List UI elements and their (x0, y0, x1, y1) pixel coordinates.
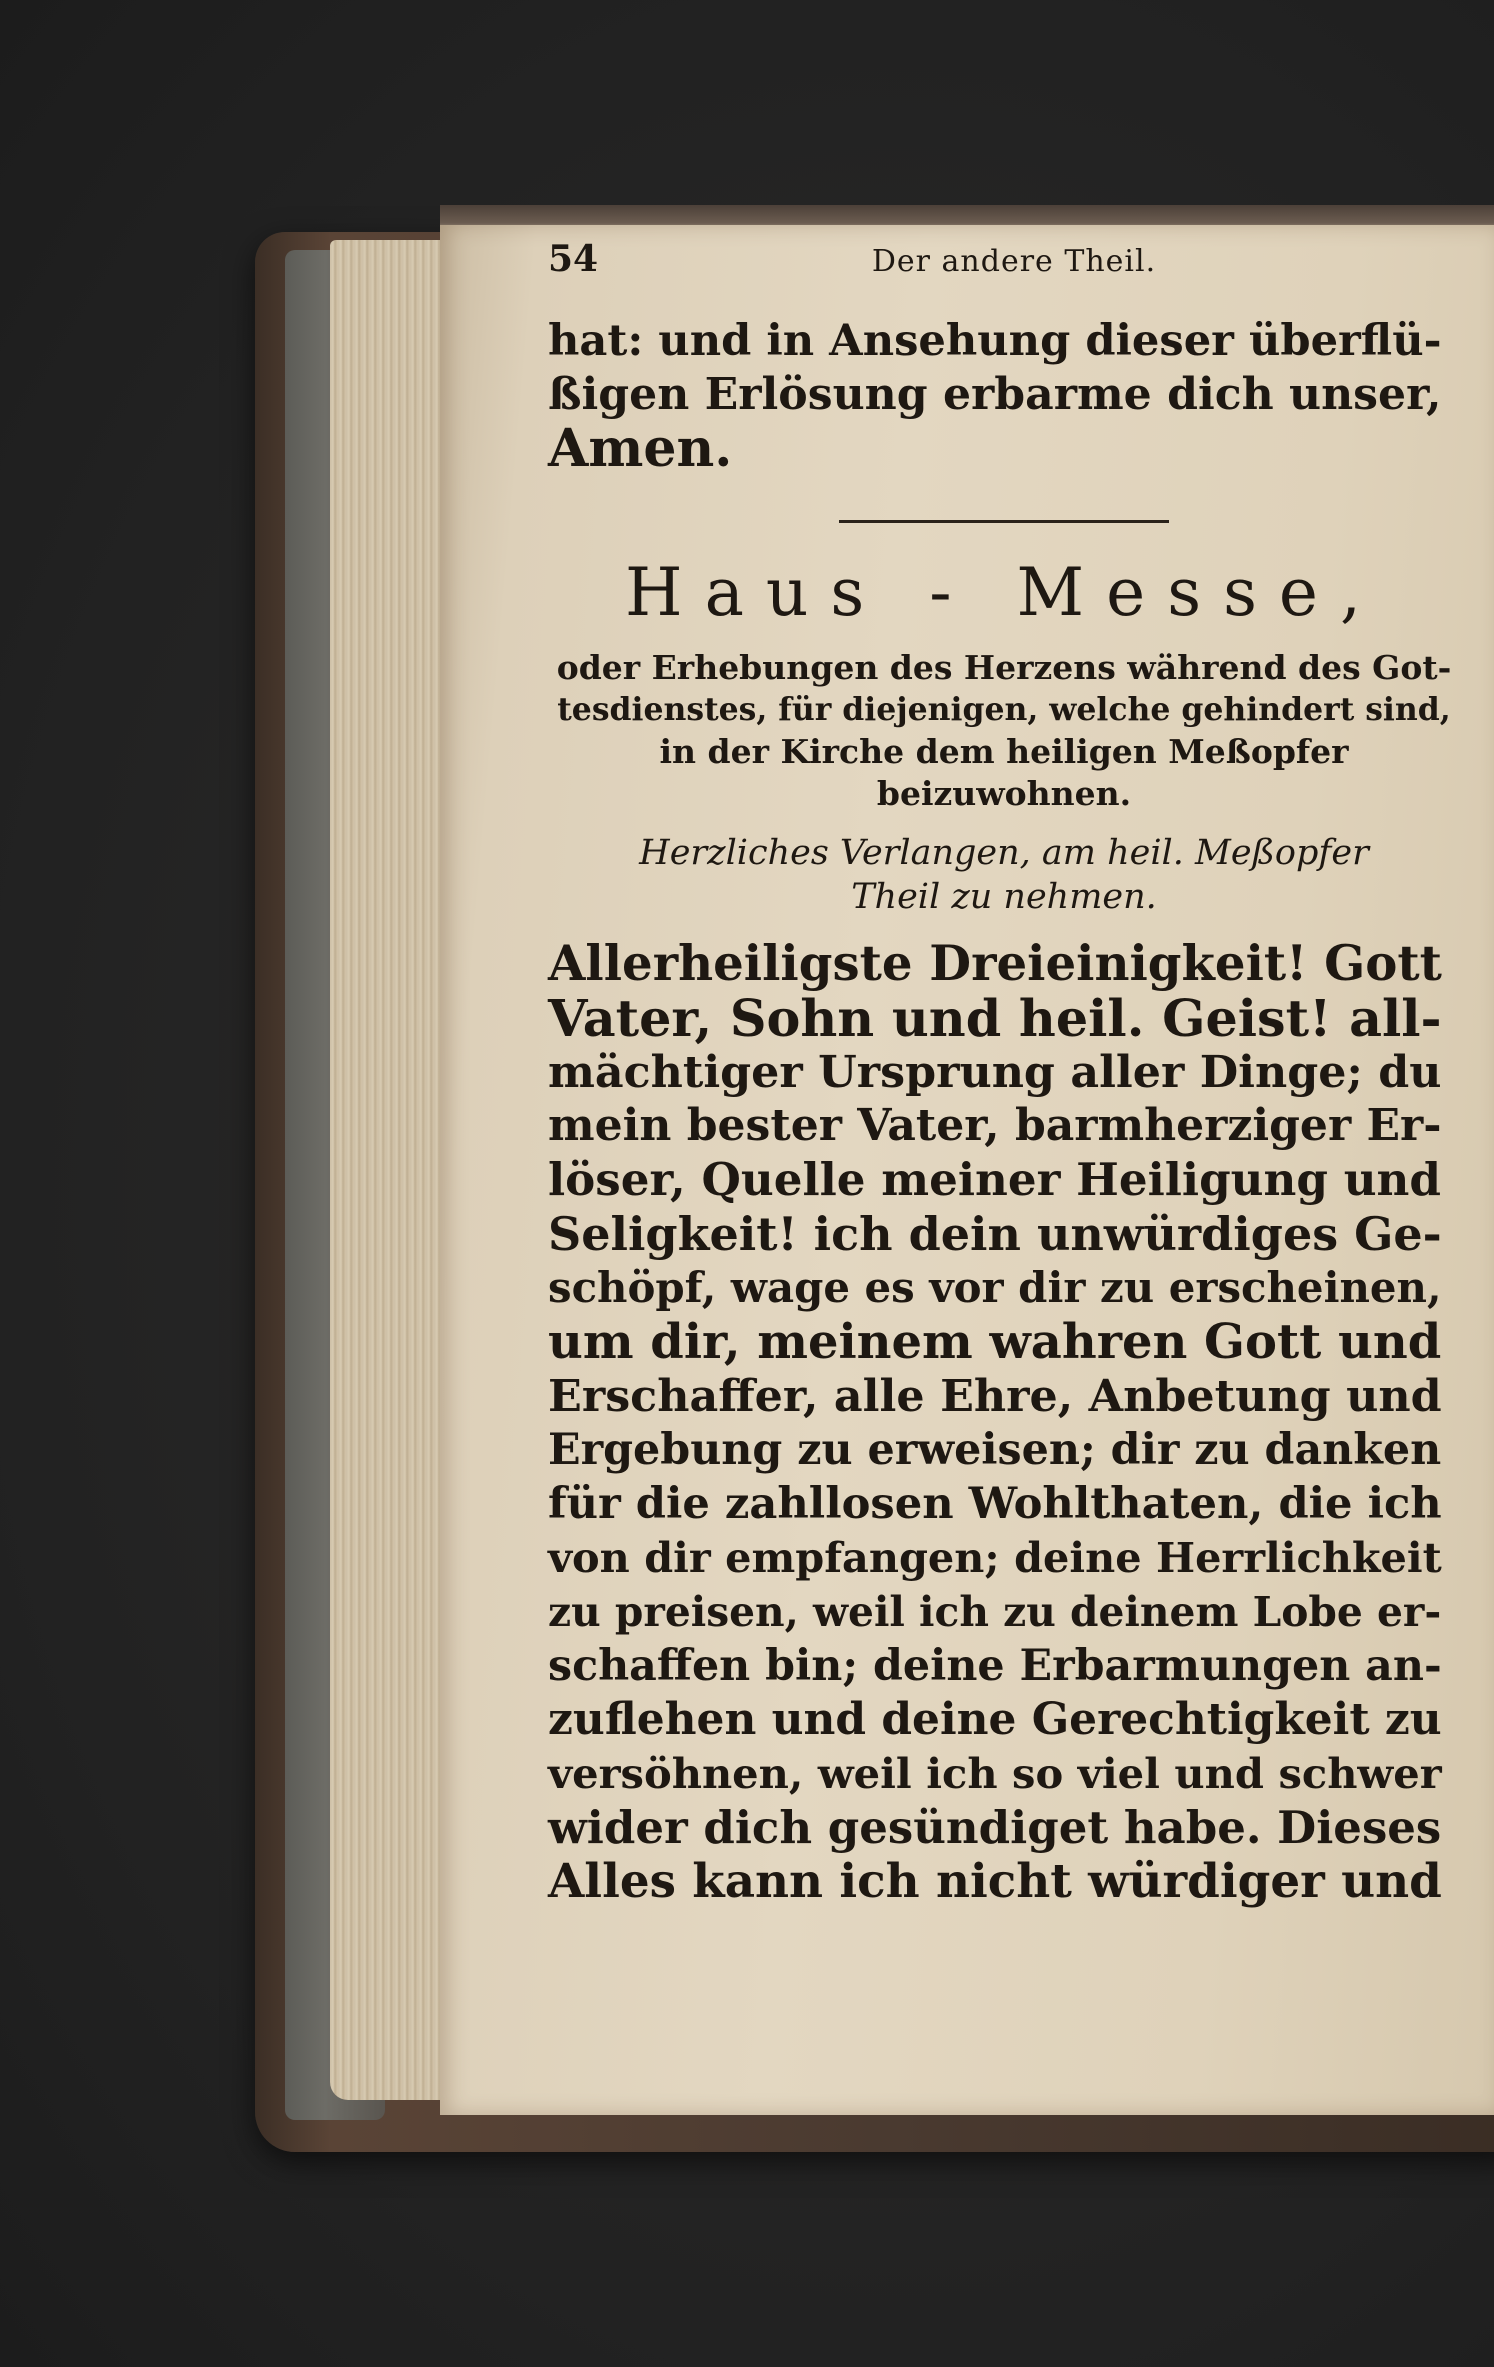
text-line: Erschaffer, alle Ehre, Anbetung und (548, 1370, 1442, 1422)
text-line: für die zahllosen Wohlthaten, die ich (548, 1478, 1442, 1529)
prayer-heading-line: Herzliches Verlangen, am heil. Meßopfer (639, 833, 1369, 873)
text-line: versöhnen, weil ich so viel und schwer (548, 1749, 1442, 1798)
text-line: Ergebung zu erweisen; dir zu danken (548, 1425, 1442, 1475)
section-divider (839, 520, 1169, 523)
text-line: Allerheiligste Dreieinigkeit! Gott (548, 936, 1442, 992)
text-line: Alles kann ich nicht würdiger und (548, 1854, 1442, 1909)
text-line: hat: und in Ansehung dieser überflü- (548, 315, 1442, 366)
prayer-paragraph (548, 937, 1460, 1909)
prayer-heading-line: Theil zu nehmen. (851, 877, 1157, 917)
text-line: löser, Quelle meiner Heiligung und (548, 1153, 1442, 1206)
text-line: zu preisen, weil ich zu deinem Lobe er- (548, 1588, 1442, 1636)
text-line: schöpf, wage es vor dir zu erscheinen, (548, 1263, 1442, 1312)
text-line: von dir empfangen; deine Herrlichkeit (548, 1533, 1442, 1582)
text-line: mächtiger Ursprung aller Dinge; du (548, 1046, 1442, 1098)
text-line: um dir, meinem wahren Gott und (548, 1314, 1442, 1370)
subtitle-line: beizuwohnen. (876, 774, 1132, 813)
page-number: 54 (548, 238, 599, 280)
text-line: mein bester Vater, barmherziger Er- (548, 1100, 1442, 1151)
subtitle-line: oder Erhebungen des Herzens während des Got- (556, 648, 1452, 687)
page-text (548, 238, 1460, 1909)
subtitle-line: in der Kirche dem heiligen Meßopfer (659, 732, 1349, 771)
section-subtitle (548, 647, 1460, 815)
section-title: Haus - Messe, (625, 554, 1383, 631)
text-line: schaffen bin; deine Erbarmungen an- (548, 1641, 1442, 1691)
text-line: wider dich gesündiget habe. Dieses (548, 1801, 1442, 1854)
text-line: Amen. (548, 418, 733, 479)
prayer-heading (548, 831, 1460, 919)
intro-paragraph (548, 314, 1460, 479)
text-line: Seligkeit! ich dein unwürdiges Ge- (548, 1207, 1442, 1261)
subtitle-line: tesdienstes, für diejenigen, welche gehindert sind, (557, 691, 1451, 728)
text-line: ßigen Erlösung erbarme dich unser, (548, 369, 1442, 420)
text-line: zuflehen und deine Gerechtigkeit zu (548, 1694, 1442, 1745)
text-line: Vater, Sohn und heil. Geist! all- (548, 988, 1442, 1048)
running-title: Der andere Theil. (871, 244, 1157, 279)
running-head (548, 238, 1460, 294)
